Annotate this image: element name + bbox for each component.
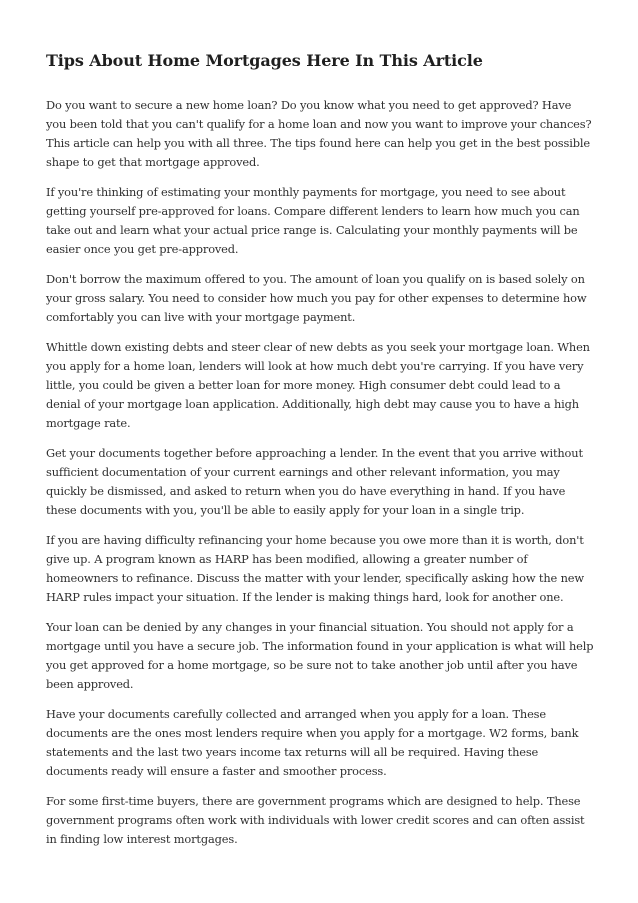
paragraph-arrange-documents: Have your documents carefully collected and arranged when you apply for a loan. These documents are the ones most lenders require when you apply for a mortgage. W2 forms, bank statements and the last two years income tax returns will all be required. Having these documents ready will ensure a faster and smoother process.: [46, 707, 579, 778]
paragraph-preapproval: If you're thinking of estimating your monthly payments for mortgage, you need to see about getting yourself pre-approved for loans. Compare different lenders to learn how much you can take out and learn what your actual price range is. Calculating your monthly payments will be easier once you get pre-approved.: [46, 185, 580, 256]
paragraph-harp: If you are having difficulty refinancing your home because you owe more than it is worth, don't give up. A program known as HARP has been modified, allowing a greater number of homeowners to refinance. Discuss the matter with your lender, specifically asking how the new HARP rules impact your situation. If the lender is making things hard, look for another one.: [46, 533, 584, 604]
paragraph-borrow-limit: Don't borrow the maximum offered to you. The amount of loan you qualify on is based solely on your gross salary. You need to consider how much you pay for other expenses to determine how comfortably you can live with your mortgage payment.: [46, 272, 587, 324]
document-page: [46, 50, 594, 860]
paragraph-reduce-debt: Whittle down existing debts and steer clear of new debts as you seek your mortgage loan. When you apply for a home loan, lenders will look at how much debt you're carrying. If you have very little, you could be given a better loan for more money. High consumer debt could lead to a denial of your mortgage loan application. Additionally, high debt may cause you to have a high mortgage rate.: [46, 340, 590, 430]
paragraph-financial-changes: Your loan can be denied by any changes in your financial situation. You should not apply for a mortgage until you have a secure job. The information found in your application is what will help you get approved for a home mortgage, so be sure not to take another job until after you have been approved.: [46, 620, 594, 691]
paragraph-documents: Get your documents together before approaching a lender. In the event that you arrive without sufficient documentation of your current earnings and other relevant information, you may quickly be dismissed, and asked to return when you do have everything in hand. If you have these documents with you, you'll be able to easily apply for your loan in a single trip.: [46, 446, 583, 517]
paragraph-intro: Do you want to secure a new home loan? Do you know what you need to get approved? Have you been told that you can't qualify for a home loan and now you want to improve your chances? This article can help you with all three. The tips found here can help you get in the best possible shape to get that mortgage approved.: [46, 98, 592, 169]
paragraph-government-programs: For some first-time buyers, there are government programs which are designed to help. These government programs often work with individuals with lower credit scores and can often assist in finding low interest mortgages.: [46, 794, 585, 846]
document-title: Tips About Home Mortgages Here In This Article: [46, 51, 483, 70]
